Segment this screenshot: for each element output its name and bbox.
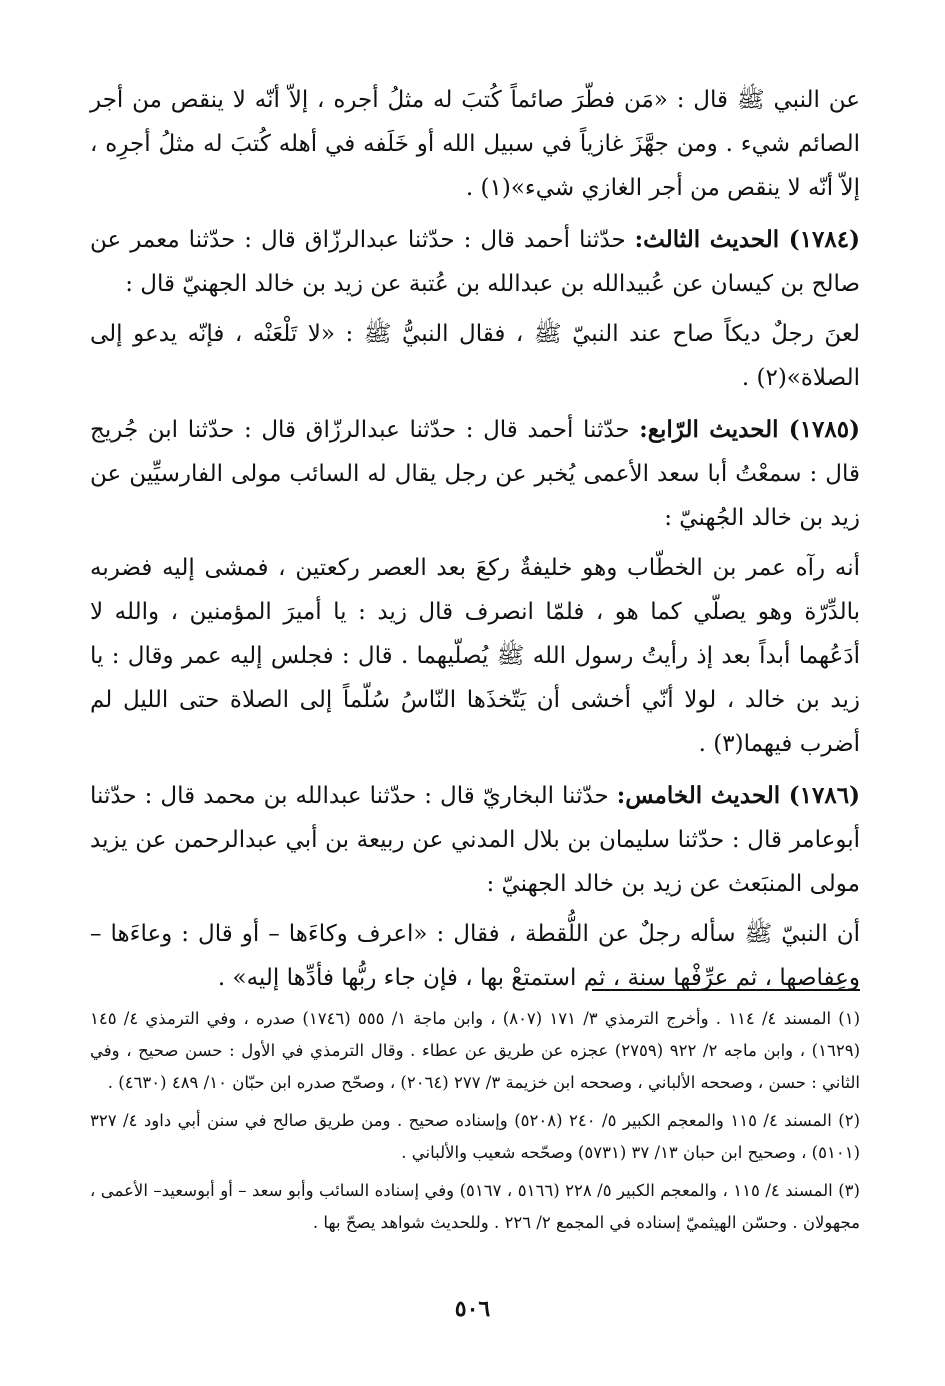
hadith-1786-matn: أن النبيّ ﷺ سأله رجلٌ عن اللُّقطة ، فقال : «اعرف وكاءَها – أو قال : وعاءَها – وعِفاصها ، ثم عرِّفْها سنة ، ثم استمتعْ بها ، فإن جاء ربُّها فأدِّها إليه» . — [90, 921, 860, 991]
hadith-1785-matn: أنه رآه عمر بن الخطّاب وهو خليفةٌ ركعَ بعد العصر ركعتين ، فمشى إليه فضربه بالدِّرّة وهو يصلّي كما هو ، فلمّا انصرف قال زيد : يا أميرَ المؤمنين ، والله لا أدَعُهما أبداً بعد إذ رأيتُ رسول الله ﷺ يُصلّيهما . قال : فجلس إليه عمر وقال : يا زيد بن خالد ، لولا أنّي أخشى أن يَتّخذَها النّاسُ سُلّماً إلى الصلاة حتى الليل لم أضرب فيهما(٣) . — [90, 555, 860, 757]
footnote-3: (٣) المسند ٤/ ١١٥ ، والمعجم الكبير ٥/ ٢٢٨ (٥١٦٦ ، ٥١٦٧) وفي إسناده السائب وأبو سعد – أو أبوسعيد– الأعمى ، مجهولان . وحسّن الهيثميّ إسناده في المجمع ٢/ ٢٢٦ . وللحديث شواهد يصحّ بها . — [90, 1181, 860, 1232]
main-text — [90, 78, 860, 1000]
hadith-1784-heading: (١٧٨٤) الحديث الثالث: — [634, 226, 860, 253]
hadith-1786-isnad — [90, 774, 860, 906]
hadith-1784-isnad-text: حدّثنا أحمد قال : حدّثنا عبدالرزّاق قال : حدّثنا معمر عن صالح بن كيسان عن عُبيدالله بن عبدالله بن عُتبة عن زيد بن خالد الجهنيّ قال : — [90, 227, 860, 297]
footnotes — [90, 1003, 860, 1245]
page-number: ٥٠٦ — [454, 1296, 491, 1322]
hadith-1784-matn: لعنَ رجلٌ ديكاً صاح عند النبيّ ﷺ ، فقال النبيُّ ﷺ : «لا تَلْعَنْه ، فإنّه يدعو إلى الصلاة»(٢) . — [90, 321, 860, 391]
hadith-1786-isnad-text: حدّثنا البخاريّ قال : حدّثنا عبدالله بن محمد قال : حدّثنا أبوعامر قال : حدّثنا سليمان بن بلال المدني عن ربيعة بن أبي عبدالرحمن عن يزيد مولى المنبَعث عن زيد بن خالد الجهنيّ : — [90, 783, 860, 897]
hadith-1785-isnad — [90, 408, 860, 540]
hadith-1784-isnad — [90, 218, 860, 306]
hadith-1785-isnad-text: حدّثنا أحمد قال : حدّثنا عبدالرزّاق قال : حدّثنا ابن جُريج قال : سمعْتُ أبا سعد الأعمى يُخبر عن رجل يقال له السائب مولى الفارسيِّين عن زيد بن خالد الجُهنيّ : — [90, 417, 860, 531]
hadith-1785-heading: (١٧٨٥) الحديث الرّابع: — [639, 416, 861, 443]
intro-paragraph: عن النبي ﷺ قال : «مَن فطّرَ صائماً كُتبَ له مثلُ أجره ، إلاّ أنّه لا ينقص من أجر الصائم شيء . ومن جهَّزَ غازياً في سبيل الله أو خَلَفه في أهله كُتبَ له مثلُ أجرِه ، إلاّ أنّه لا ينقص من أجر الغازي شيء»(١) . — [90, 87, 860, 201]
hadith-1786-heading: (١٧٨٦) الحديث الخامس: — [616, 782, 860, 809]
footnote-2: (٢) المسند ٤/ ١١٥ والمعجم الكبير ٥/ ٢٤٠ (٥٢٠٨) وإسناده صحيح . ومن طريق صالح في سنن أبي داود ٤/ ٣٢٧ (٥١٠١) ، وصحيح ابن حبان ١٣/ ٣٧ (٥٧٣١) وصحّحه شعيب والألباني . — [90, 1111, 860, 1162]
footnote-1: (١) المسند ٤/ ١١٤ . وأخرج الترمذي ٣/ ١٧١ (٨٠٧) ، وابن ماجة ١/ ٥٥٥ (١٧٤٦) صدره ، وفي الترمذي ٤/ ١٤٥ (١٦٢٩) ، وابن ماجه ٢/ ٩٢٢ (٢٧٥٩) عجزه عن طريق عن عطاء . وقال الترمذي في الأول : حسن صحيح ، وفي الثاني : حسن ، وصححه الألباني ، وصححه ابن خزيمة ٣/ ٢٧٧ (٢٠٦٤) ، وصحّح صدره ابن حبّان ١٠/ ٤٨٩ (٤٦٣٠) . — [90, 1009, 860, 1092]
footnote-divider — [592, 989, 860, 991]
